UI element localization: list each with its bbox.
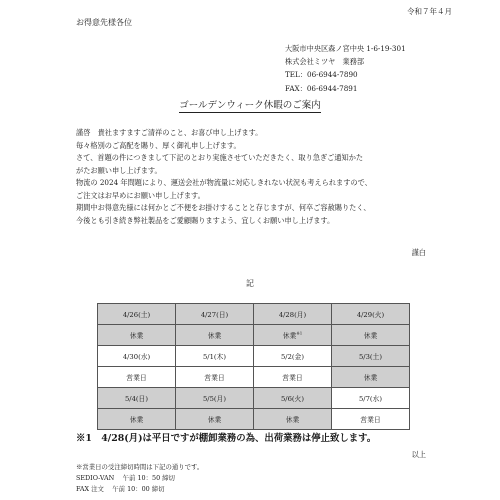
status-mark: ※1 [296, 330, 303, 336]
body-line: 期間中お得意先様には何かとご不便をお掛けすることと存じますが、何卒ご容赦賜りたく、 [76, 203, 371, 212]
calendar-status-row [98, 325, 410, 346]
calendar-date-cell: 5/1(木) [176, 346, 254, 367]
body-line: 毎々格別のご高配を賜り、厚く御礼申し上げます。 [76, 140, 241, 150]
order-cutoff-note [76, 462, 203, 495]
document-title-wrap [0, 97, 500, 111]
status-text: 休業 [285, 416, 300, 424]
calendar-date-cell: 5/4(日) [98, 388, 176, 409]
body-text [76, 127, 372, 227]
calendar-date-cell: 4/30(水) [98, 346, 176, 367]
body-line: 物流の 2024 年問題により、運送会社が物流量に対応しきれない状況も考えられますので、 [76, 178, 372, 187]
calendar-status-cell [332, 325, 410, 346]
status-text: 休業 [207, 416, 222, 424]
holiday-calendar-table [97, 303, 410, 430]
body-line: さて、首題の件につきまして下記のとおり実施させていただきたく、取り急ぎご通知かた [76, 153, 364, 162]
body-line: 今後とも引き続き弊社製品をご愛顧賜りますよう、宜しくお願い申し上げます。 [76, 215, 335, 225]
status-text: 営業日 [360, 416, 381, 424]
recipient: お得意先様各位 [76, 18, 132, 27]
body-line: 謹啓 貴社ますますご清祥のこと、お喜び申し上げます。 [76, 128, 263, 137]
status-text: 営業日 [282, 374, 303, 382]
calendar-status-cell [332, 409, 410, 430]
calendar-date-cell: 4/29(火) [332, 304, 410, 325]
calendar-date-cell: 4/26(土) [98, 304, 176, 325]
calendar-date-cell: 5/3(土) [332, 346, 410, 367]
sender-address: 大阪市中央区森ノ宮中央 1-6-19-301 [285, 44, 406, 53]
ki-heading: 記 [246, 279, 254, 288]
closing-word: 謹白 [411, 248, 426, 257]
calendar-status-cell [98, 367, 176, 388]
calendar-status-cell [98, 409, 176, 430]
calendar-status-cell [98, 325, 176, 346]
body-line: がたお願い申し上げます。 [76, 165, 162, 175]
calendar-date-cell: 5/5(月) [176, 388, 254, 409]
calendar-date-cell: 5/6(火) [254, 388, 332, 409]
status-text: 休業 [363, 332, 378, 340]
calendar-status-cell [332, 367, 410, 388]
body-line: ご注文はお早めにお願い申し上げます。 [76, 190, 205, 200]
status-text: 休業 [363, 374, 378, 382]
calendar-date-cell: 5/7(水) [332, 388, 410, 409]
calendar-status-row [98, 367, 410, 388]
calendar-date-cell: 5/2(金) [254, 346, 332, 367]
status-text: 休業 [129, 332, 144, 340]
ijou-closing: 以上 [411, 450, 426, 459]
status-text: 休業 [282, 332, 297, 340]
calendar-status-cell [254, 409, 332, 430]
calendar-date-cell: 4/27(日) [176, 304, 254, 325]
calendar-status-cell [176, 325, 254, 346]
calendar-status-cell [176, 367, 254, 388]
cutoff-line: SEDIO-VAN 午前 10：50 締切 [76, 474, 175, 482]
calendar-date-row [98, 346, 410, 367]
calendar-status-cell [176, 409, 254, 430]
calendar-date-row [98, 388, 410, 409]
cutoff-line: ※営業日の受注締切時間は下記の通りです。 [76, 463, 204, 471]
status-text: 営業日 [126, 374, 147, 382]
status-text: 休業 [207, 332, 222, 340]
sender-company: 株式会社ミツヤ 業務部 [285, 57, 365, 67]
calendar-status-row [98, 409, 410, 430]
calendar-status-cell [254, 325, 332, 346]
document-date: 令和７年４月 [407, 7, 452, 16]
status-text: 休業 [129, 416, 144, 424]
calendar-date-row [98, 304, 410, 325]
document-title: ゴールデンウィーク休暇のご案内 [179, 100, 321, 111]
calendar-date-cell: 4/28(月) [254, 304, 332, 325]
inventory-note: ※1 4/28(月)は平日ですが棚卸業務の為、出荷業務は停止致します。 [76, 433, 377, 444]
sender-fax: FAX：06-6944-7891 [285, 83, 358, 93]
cutoff-line: FAX 注文 午前 10：00 締切 [76, 485, 165, 493]
sender-tel: TEL：06-6944-7890 [285, 70, 358, 80]
calendar-status-cell [254, 367, 332, 388]
sender-block [285, 42, 406, 95]
status-text: 営業日 [204, 374, 225, 382]
